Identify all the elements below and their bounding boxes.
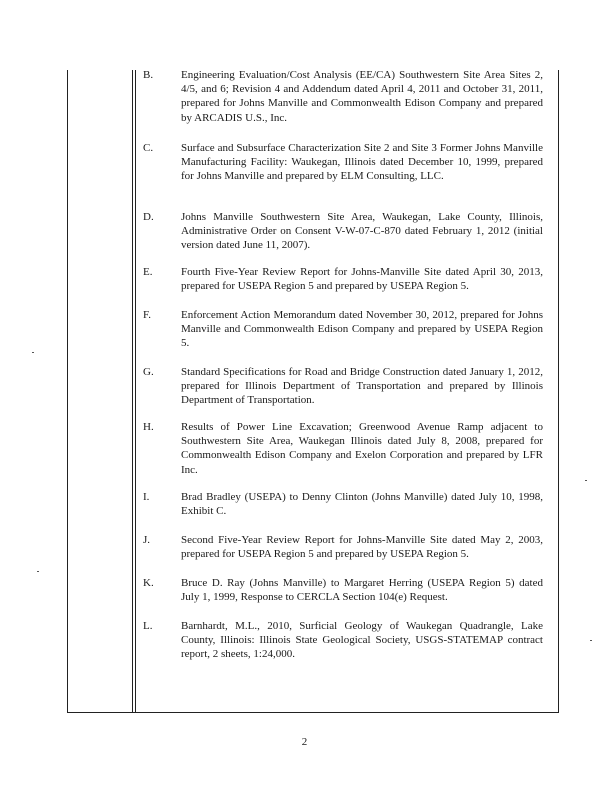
- scan-speck: [585, 480, 587, 481]
- scan-speck: [590, 640, 592, 641]
- entry-text: Engineering Evaluation/Cost Analysis (EE/CA) Southwestern Site Area Sites 2, 4/5, and 6; Revision 4 and Addendum dated April 4, 2011 and October 31, 2011, prepared for Johns Manville and Commonwealth Edison Company and prepared by ARCADIS U.S., Inc.: [181, 69, 543, 124]
- entry-letter: K.: [143, 577, 154, 589]
- scan-speck: [32, 352, 34, 353]
- entry-letter: I.: [143, 491, 150, 503]
- entry-letter: L.: [143, 620, 153, 632]
- entry-letter: G.: [143, 366, 154, 378]
- entry-letter: C.: [143, 142, 154, 154]
- entry-letter: H.: [143, 421, 154, 433]
- entry-letter: F.: [143, 309, 151, 321]
- entry-letter: E.: [143, 266, 153, 278]
- entry-text: Brad Bradley (USEPA) to Denny Clinton (Johns Manville) dated July 10, 1998, Exhibit C.: [181, 491, 543, 518]
- column-divider-double: [135, 70, 136, 713]
- scan-speck: [37, 571, 39, 572]
- entry-text: Fourth Five-Year Review Report for Johns-Manville Site dated April 30, 2013, prepared for USEPA Region 5 and prepared by USEPA Region 5.: [181, 266, 543, 293]
- entry-text: Barnhardt, M.L., 2010, Surficial Geology of Waukegan Quadrangle, Lake County, Illinois: Illinois State Geological Society, USGS-STATEMAP contract report, 2 sheets, 1:24,000.: [181, 620, 543, 661]
- page-number: 2: [301, 736, 308, 748]
- entry-text: Second Five-Year Review Report for Johns-Manville Site dated May 2, 2003, prepared for USEPA Region 5 and prepared by USEPA Region 5.: [181, 534, 543, 561]
- entry-text: Bruce D. Ray (Johns Manville) to Margaret Herring (USEPA Region 5) dated July 1, 1999, Response to CERCLA Section 104(e) Request.: [181, 577, 543, 604]
- entry-text: Results of Power Line Excavation; Greenwood Avenue Ramp adjacent to Southwestern Site Area, Waukegan Illinois dated July 8, 2008, prepared for Commonwealth Edison Company and Exelon Corporation and prepared by LFR Inc.: [181, 421, 543, 476]
- entry-text: Standard Specifications for Road and Bridge Construction dated January 1, 2012, prepared for Illinois Department of Transportation and prepared by Illinois Department of Transportation.: [181, 366, 543, 407]
- entry-text: Surface and Subsurface Characterization Site 2 and Site 3 Former Johns Manville Manufacturing Facility: Waukegan, Illinois dated December 10, 1999, prepared for Johns Manville and prepared by ELM Consulting, LLC.: [181, 142, 543, 183]
- entry-letter: B.: [143, 69, 154, 81]
- entry-text: Johns Manville Southwestern Site Area, Waukegan, Lake County, Illinois, Administrative Order on Consent V-W-07-C-870 dated February 1, 2012 (initial version dated June 11, 2007).: [181, 211, 543, 252]
- column-divider: [132, 70, 133, 713]
- entry-letter: D.: [143, 211, 154, 223]
- entry-text: Enforcement Action Memorandum dated November 30, 2012, prepared for Johns Manville and Commonwealth Edison Company and prepared by USEPA Region 5.: [181, 309, 543, 350]
- entry-letter: J.: [143, 534, 151, 546]
